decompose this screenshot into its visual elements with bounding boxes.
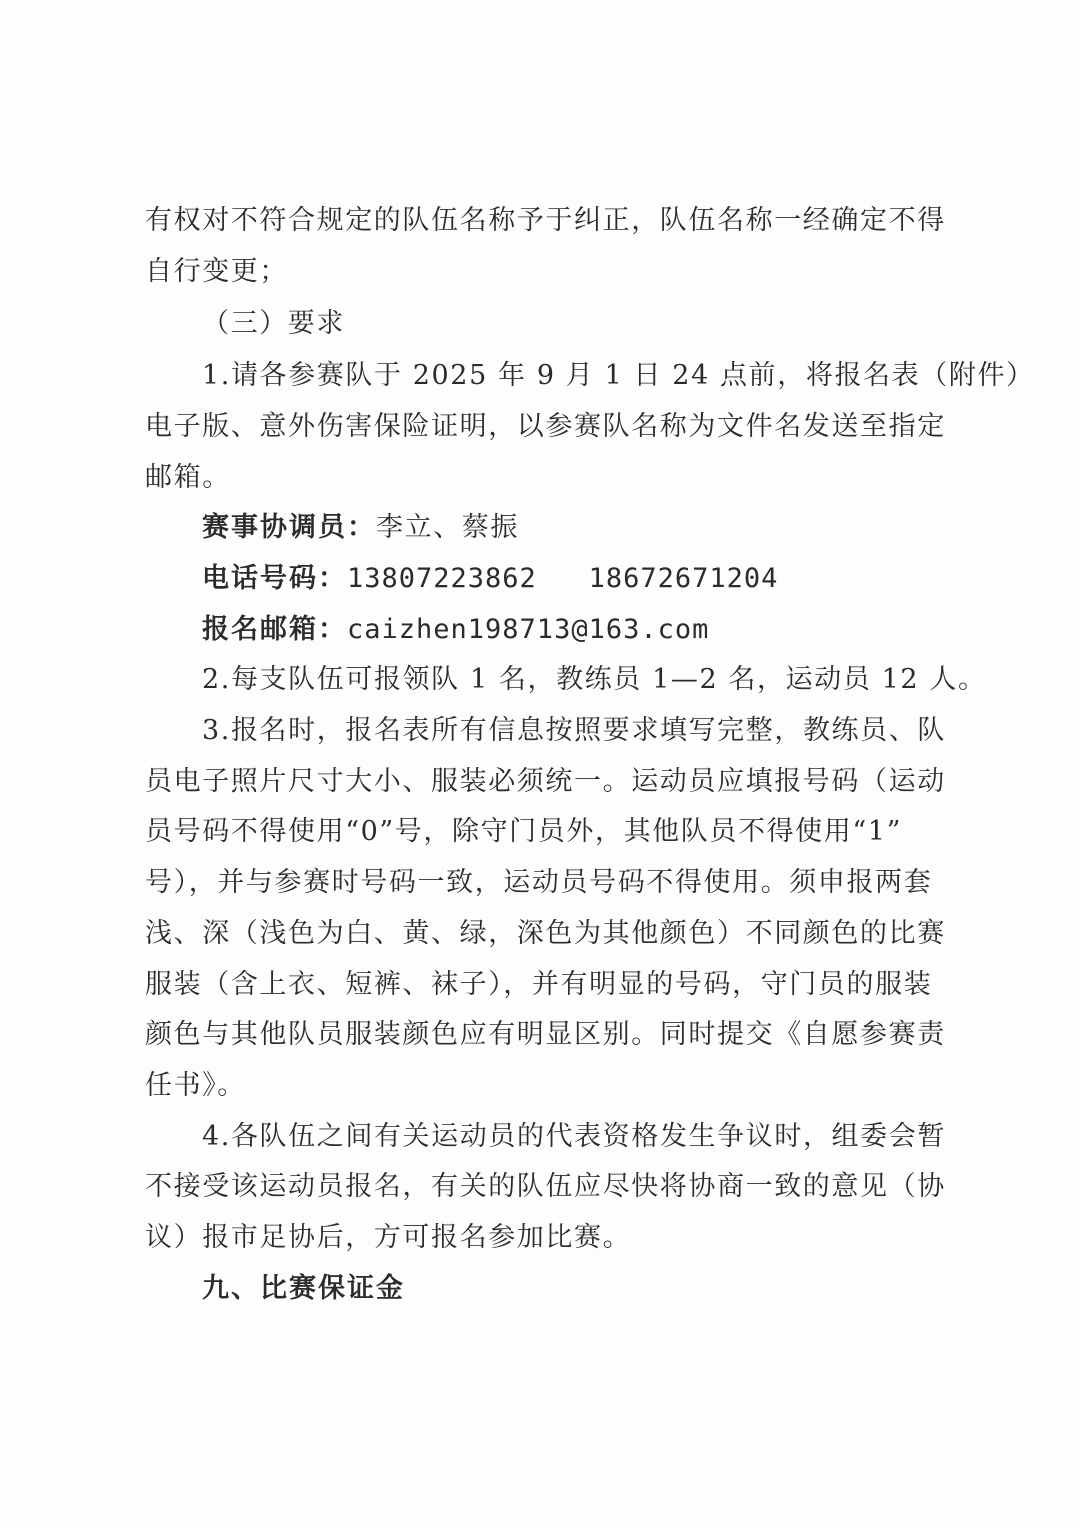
paragraph-line: 不接受该运动员报名，有关的队伍应尽快将协商一致的意见（协 xyxy=(145,1171,946,1202)
coordinator-row xyxy=(202,508,1002,548)
paragraph-line: 浅、深（浅色为白、黄、绿，深色为其他颜色）不同颜色的比赛 xyxy=(145,918,946,949)
paragraph-line: 颜色与其他队员服装颜色应有明显区别。同时提交《自愿参赛责 xyxy=(145,1019,946,1050)
paragraph-line: 电子版、意外伤害保险证明，以参赛队名称为文件名发送至指定 xyxy=(145,411,946,442)
email-label: 报名邮箱： xyxy=(202,614,347,645)
coordinator-value: 李立、蔡振 xyxy=(376,512,519,543)
paragraph-line: 号），并与参赛时号码一致，运动员号码不得使用。须申报两套 xyxy=(145,867,933,898)
paragraph-line: 服装（含上衣、短裤、袜子），并有明显的号码，守门员的服装 xyxy=(145,969,933,1000)
paragraph-line: 邮箱。 xyxy=(145,462,231,493)
paragraph-line: 议）报市足协后，方可报名参加比赛。 xyxy=(145,1222,632,1253)
email-value: caizhen198713@163.com xyxy=(347,614,710,645)
phone-label: 电话号码： xyxy=(202,563,347,594)
coordinator-label: 赛事协调员： xyxy=(202,512,376,543)
paragraph-line: 1.请各参赛队于 2025 年 9 月 1 日 24 点前，将报名表（附件） xyxy=(202,360,1035,391)
email-row xyxy=(202,610,1002,650)
phone-value: 13807223862 18672671204 xyxy=(347,563,779,594)
paragraph-line: 3.报名时，报名表所有信息按照要求填写完整，教练员、队 xyxy=(202,715,946,746)
paragraph-line: 任书》。 xyxy=(145,1070,246,1101)
phone-row xyxy=(202,559,1002,599)
paragraph-line: 员号码不得使用“0”号，除守门员外，其他队员不得使用“1” xyxy=(145,816,902,847)
section-heading: 九、比赛保证金 xyxy=(202,1273,405,1304)
paragraph-line: 有权对不符合规定的队伍名称予于纠正，队伍名称一经确定不得 xyxy=(145,205,946,236)
paragraph-line: 2.每支队伍可报领队 1 名，教练员 1—2 名，运动员 12 人。 xyxy=(202,664,987,695)
subsection-heading: （三）要求 xyxy=(202,308,345,339)
paragraph-line: 员电子照片尺寸大小、服装必须统一。运动员应填报号码（运动 xyxy=(145,766,946,797)
paragraph-line: 4.各队伍之间有关运动员的代表资格发生争议时，组委会暂 xyxy=(202,1121,946,1152)
paragraph-line: 自行变更； xyxy=(145,256,288,287)
